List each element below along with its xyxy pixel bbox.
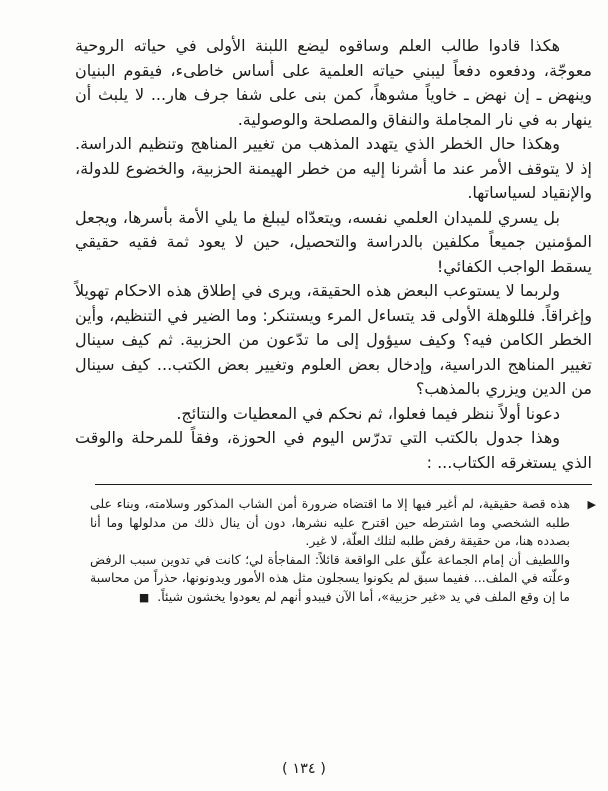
body-paragraph-2: وهكذا حال الخطر الذي يتهدد المذهب من تغيير المناهج وتنظيم الدراسة. إذ لا يتوقف الأمر عند ما أشرنا إليه من خطر الهيمنة الحزبية، والخضوع للدولة، والإنقياد لسياساتها.: [75, 134, 592, 202]
main-text-block: [75, 34, 592, 475]
body-paragraph-4: ولربما لا يستوعب البعض هذه الحقيقة، ويرى في إطلاق هذه الاحكام تهويلاً وإغراقاً. فللوهلة الأولى قد يتساءل المرء ويستنكر: وما الضير في التنظيم، وأين الخطر الكامن فيه؟ وكيف سيؤول إلى ما تدّعون من الحزبية. ثم كيف سينال تغيير المناهج الدراسية، وإدخال بعض العلوم وتغيير بعض الكتب... كيف سينال من الدين ويزري بالمذهب؟: [75, 281, 592, 398]
footnote-section: [90, 495, 596, 607]
footnote-paragraph-1: [90, 495, 596, 551]
body-paragraph-5: دعونا أولاً ننظر فيما فعلوا، ثم نحكم في المعطيات والنتائج.: [176, 403, 560, 423]
end-square-icon: ■: [138, 590, 150, 604]
body-paragraph-1: هكذا قادوا طالب العلم وساقوه ليضع اللبنة الأولى في حياته الروحية معوجّة، ودفعوه دفعاً ليبني حياته العلمية على أساس خاطىء، فيقوم البنيان وينهض ـ إن نهض ـ خاوياً مشوهاً، كمن بنى على شفا جرف هار... لا يلبث أن ينهار به في نار المجاملة والنفاق والمصلحة والوصولية.: [75, 36, 592, 129]
footnote-paragraph-2: [90, 551, 570, 608]
footnote-separator-rule: [95, 484, 592, 485]
footnote-text-1: هذه قصة حقيقية، لم أغير فيها إلا ما اقتضاه ضرورة أمن الشاب المذكور وسلامته، وبناء على طلبه الشخصي وما اشترطه حين اقترح عليه نشرها، دون أن ينال ذلك من مدلولها وما أنا بصدده هنا، من حقيقة رفض طلبه لتلك العلّة، لا غير.: [90, 496, 570, 548]
body-paragraph-6: وهذا جدول بالكتب التي تدرّس اليوم في الحوزة، وفقاً للمرحلة والوقت الذي يستغرقه الكتاب... :: [75, 428, 592, 472]
page-number: ( ١٣٤ ): [282, 761, 326, 777]
body-paragraph-3: بل يسري للميدان العلمي نفسه، ويتعدّاه ليبلغ ما يلي الأمة بأسرها، ويجعل المؤمنين جميعاً مكلفين بالدراسة والتحصيل، حين لا يعود ثمة فقيه حقيقي يسقط الواجب الكفائي!: [75, 207, 592, 276]
footnote-text-2: واللطيف أن إمام الجماعة علّق على الواقعة قائلاً: المفاجأة لي؛ كانت في تدوين سبب الرفض وعلّته في الملف... ففيما سبق لم يكونوا يسجلون مثل هذه الأمور ويدونونها، حذراً من محاسبة ما إن وقع الملف في يد «غير حزبية»، أما الآن فيبدو أنهم لم يعودوا يخشون شيئاً.: [90, 551, 570, 604]
footnote-arrow-icon: ▶: [587, 498, 596, 511]
